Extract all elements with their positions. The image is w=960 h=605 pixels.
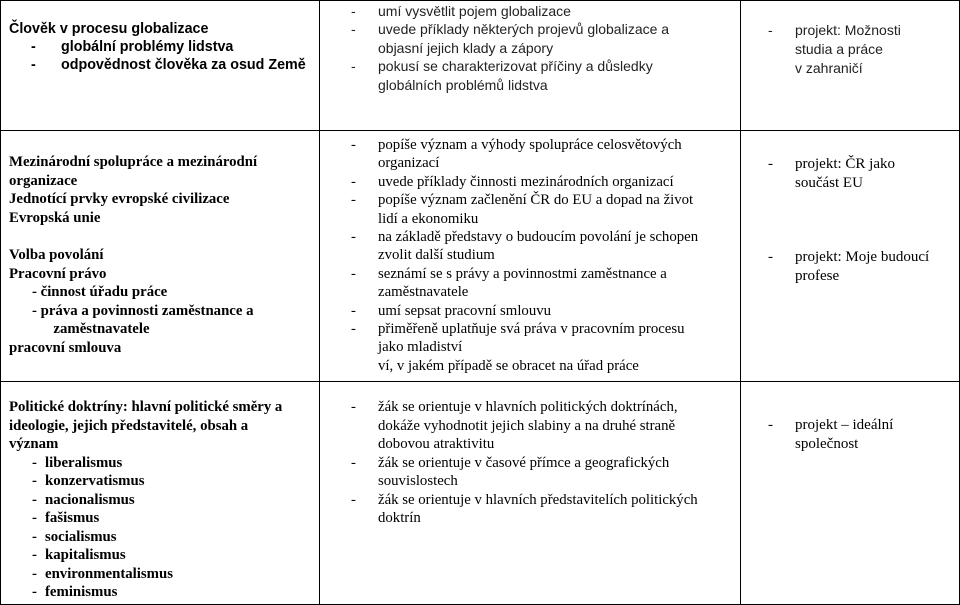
topic-item: - environmentalismus: [32, 565, 173, 582]
outcome-line: - žák se orientuje v hlavních politických doktrínách,: [351, 399, 678, 415]
outcome-line: - přiměřeně uplatňuje svá práva v pracovním procesu: [351, 321, 685, 338]
row1-projects-cell: [768, 21, 901, 78]
row-divider-2: [0, 381, 960, 382]
outcome-line: zvolit další studium: [378, 247, 495, 264]
table-border-top: [0, 0, 960, 1]
outcome-line: dobovou atraktivitu: [378, 436, 495, 452]
outcome-line: - uvede příklady některých projevů globalizace a: [351, 21, 670, 38]
topic-item: - globální problémy lidstva: [31, 39, 234, 56]
row2-projects-cell: [768, 155, 929, 285]
project-line: - projekt – ideální: [768, 417, 894, 433]
outcome-line: souvislostech: [378, 473, 458, 489]
topic-line: zaměstnavatele: [46, 321, 150, 338]
outcome-line: - umí sepsat pracovní smlouvu: [351, 302, 552, 319]
outcome-line: zaměstnavatele: [378, 284, 469, 301]
project-line: součást EU: [795, 174, 863, 191]
outcome-line: ví, v jakém případě se obracet na úřad práce: [378, 357, 639, 374]
outcome-line: - uvede příklady činnosti mezinárodních organizací: [351, 173, 674, 190]
topic-line: Pracovní právo: [9, 265, 107, 282]
topic-line: - práva a povinnosti zaměstnance a: [32, 302, 254, 319]
outcome-line: - popíše význam začlenění ČR do EU a dopad na život: [351, 192, 694, 209]
topic-item: - konzervatismus: [32, 473, 145, 489]
outcome-line: jako mladiství: [378, 339, 463, 356]
row-divider-1: [0, 130, 960, 131]
outcome-line: - na základě představy o budoucím povolání je schopen: [351, 229, 699, 246]
project-line: v zahraničí: [795, 60, 863, 76]
outcome-line: dokáže vyhodnotit jejich slabiny a na druhé straně: [378, 417, 676, 434]
project-line: [768, 211, 929, 230]
topic-item: - fašismus: [32, 510, 100, 526]
outcome-line: lidí a ekonomiku: [378, 210, 479, 227]
column-divider-1: [319, 0, 320, 605]
outcome-line: - umí vysvětlit pojem globalizace: [351, 3, 571, 19]
outcome-line: objasní jejich klady a zápory: [378, 39, 554, 56]
project-line: studia a práce: [795, 41, 883, 57]
topic-line: Mezinárodní spolupráce a mezinárodní: [9, 154, 258, 170]
row2-outcomes-cell: [351, 136, 698, 375]
topic-line: [9, 227, 257, 246]
topic-item: - feminismus: [32, 584, 118, 600]
project-line: - projekt: ČR jako: [768, 156, 895, 172]
row1-topic-cell: [9, 20, 306, 75]
topic-line: Jednotící prvky evropské civilizace: [9, 191, 230, 208]
topic-title: Člověk v procesu globalizace: [9, 21, 209, 37]
topic-item: - odpovědnost člověka za osud Země: [31, 57, 306, 74]
topic-line: - činnost úřadu práce: [32, 284, 168, 301]
outcome-line: - seznámí se s právy a povinnostmi zaměstnance a: [351, 265, 667, 282]
outcome-line: - pokusí se charakterizovat příčiny a důsledky: [351, 58, 653, 75]
outcome-line: - žák se orientuje v hlavních představitelích politických: [351, 491, 698, 508]
topic-line: Evropská unie: [9, 209, 101, 226]
outcome-line: - žák se orientuje v časové přímce a geografických: [351, 454, 670, 471]
row3-projects-cell: [768, 416, 893, 453]
row1-outcomes-cell: [351, 2, 669, 94]
topic-line: význam: [9, 436, 59, 452]
topic-line: pracovní smlouva: [9, 339, 122, 356]
project-line: společnost: [795, 435, 859, 452]
table-border-left: [0, 0, 1, 605]
topic-line: ideologie, jejich představitelé, obsah a: [9, 417, 249, 434]
row3-outcomes-cell: [351, 398, 698, 528]
topic-item: - socialismus: [32, 528, 117, 545]
outcome-line: doktrín: [378, 510, 421, 526]
topic-item: - nacionalismus: [32, 491, 135, 508]
project-line: [768, 229, 929, 248]
topic-line: Politické doktríny: hlavní politické směry a: [9, 399, 283, 415]
column-divider-2: [740, 0, 741, 605]
topic-line: organizace: [9, 172, 78, 189]
project-line: [768, 192, 929, 211]
project-line: - projekt: Moje budoucí: [768, 248, 930, 265]
row2-topic-cell: [9, 153, 257, 358]
row3-topic-cell: [9, 398, 282, 602]
topic-item: - liberalismus: [32, 454, 123, 471]
outcome-line: globálních problémů lidstva: [378, 76, 548, 93]
outcome-line: - popíše význam a výhody spolupráce celosvětových: [351, 137, 682, 153]
project-line: - projekt: Možnosti: [768, 22, 901, 38]
outcome-line: organizací: [378, 155, 440, 172]
project-line: profese: [795, 267, 840, 284]
topic-line: Volba povolání: [9, 246, 104, 263]
topic-item: - kapitalismus: [32, 547, 126, 563]
